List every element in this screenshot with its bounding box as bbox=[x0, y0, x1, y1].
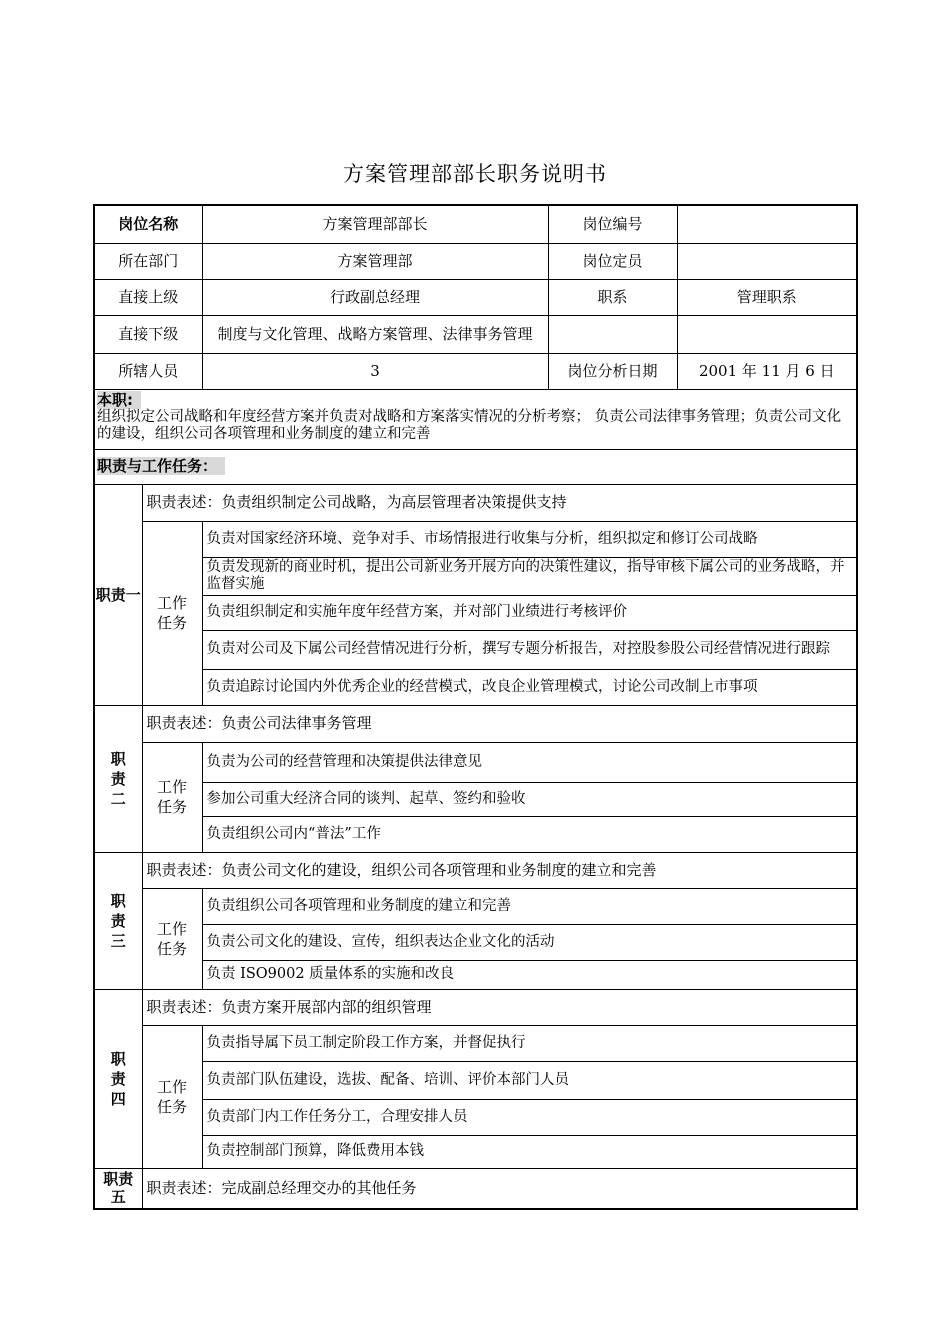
staff-value: 3 bbox=[202, 353, 548, 389]
duty-description: 职责表述：负责公司文化的建设，组织公司各项管理和业务制度的建立和完善 bbox=[142, 852, 856, 888]
subordinates-value: 制度与文化管理、战略方案管理、法律事务管理 bbox=[202, 315, 548, 353]
task-item: 负责组织制定和实施年度年经营方案，并对部门业绩进行考核评价 bbox=[202, 595, 856, 630]
duty-label: 职责一 bbox=[95, 484, 142, 705]
task-item: 负责部门队伍建设，选拔、配备、培训、评价本部门人员 bbox=[202, 1061, 856, 1099]
job-summary bbox=[95, 389, 856, 449]
duties-header-cell bbox=[95, 449, 856, 484]
analysis-date-value: 2001 年 11 月 6 日 bbox=[677, 353, 856, 389]
duty-label: 职责五 bbox=[95, 1168, 142, 1208]
staff-label: 所辖人员 bbox=[95, 353, 202, 389]
summary-label: 本职: bbox=[97, 391, 141, 409]
job-description-table bbox=[93, 204, 858, 1210]
page-title: 方案管理部部长职务说明书 bbox=[343, 162, 607, 186]
task-label: 工作任务 bbox=[142, 1025, 202, 1168]
task-label: 工作任务 bbox=[142, 888, 202, 989]
task-item: 负责组织公司各项管理和业务制度的建立和完善 bbox=[202, 888, 856, 924]
blank-value bbox=[677, 315, 856, 353]
task-item: 负责组织公司内“普法”工作 bbox=[202, 816, 856, 852]
duty-description: 职责表述：完成副总经理交办的其他任务 bbox=[142, 1168, 856, 1208]
task-item: 负责发现新的商业时机，提出公司新业务开展方向的决策性建议，指导审核下属公司的业务战略，并监督实施 bbox=[202, 557, 856, 595]
headcount-label: 岗位定员 bbox=[548, 243, 677, 279]
job-code-value bbox=[677, 206, 856, 243]
subordinates-label: 直接下级 bbox=[95, 315, 202, 353]
task-item: 负责为公司的经营管理和决策提供法律意见 bbox=[202, 742, 856, 782]
task-item: 负责公司文化的建设、宣传，组织表达企业文化的活动 bbox=[202, 924, 856, 960]
duties-header: 职责与工作任务： bbox=[97, 457, 225, 475]
supervisor-label: 直接上级 bbox=[95, 279, 202, 315]
summary-text: 组织拟定公司战略和年度经营方案并负责对战略和方案落实情况的分析考察； 负责公司法律事务管理；负责公司文化的建设，组织公司各项管理和业务制度的建立和完善 bbox=[97, 408, 842, 442]
department-value: 方案管理部 bbox=[202, 243, 548, 279]
blank-label bbox=[548, 315, 677, 353]
analysis-date-label: 岗位分析日期 bbox=[548, 353, 677, 389]
job-code-label: 岗位编号 bbox=[548, 206, 677, 243]
task-item: 负责控制部门预算，降低费用本钱 bbox=[202, 1135, 856, 1168]
task-item: 负责对公司及下属公司经营情况进行分析，撰写专题分析报告，对控股参股公司经营情况进行跟踪 bbox=[202, 630, 856, 669]
job-family-value: 管理职系 bbox=[677, 279, 856, 315]
duty-label: 职责二 bbox=[95, 705, 142, 852]
task-item: 负责部门内工作任务分工，合理安排人员 bbox=[202, 1099, 856, 1135]
duty-label: 职责四 bbox=[95, 989, 142, 1168]
job-title-label: 岗位名称 bbox=[95, 206, 202, 243]
supervisor-value: 行政副总经理 bbox=[202, 279, 548, 315]
task-item: 参加公司重大经济合同的谈判、起草、签约和验收 bbox=[202, 782, 856, 816]
task-item: 负责 ISO9002 质量体系的实施和改良 bbox=[202, 960, 856, 989]
duty-label: 职责三 bbox=[95, 852, 142, 989]
task-item: 负责指导属下员工制定阶段工作方案，并督促执行 bbox=[202, 1025, 856, 1061]
department-label: 所在部门 bbox=[95, 243, 202, 279]
task-label: 工作任务 bbox=[142, 521, 202, 705]
duty-description: 职责表述：负责方案开展部内部的组织管理 bbox=[142, 989, 856, 1025]
headcount-value bbox=[677, 243, 856, 279]
job-family-label: 职系 bbox=[548, 279, 677, 315]
task-label: 工作任务 bbox=[142, 742, 202, 852]
task-item: 负责对国家经济环境、竞争对手、市场情报进行收集与分析，组织拟定和修订公司战略 bbox=[202, 521, 856, 557]
duty-description: 职责表述：负责公司法律事务管理 bbox=[142, 705, 856, 742]
task-item: 负责追踪讨论国内外优秀企业的经营模式，改良企业管理模式，讨论公司改制上市事项 bbox=[202, 669, 856, 705]
duty-description: 职责表述：负责组织制定公司战略，为高层管理者决策提供支持 bbox=[142, 484, 856, 521]
job-title-value: 方案管理部部长 bbox=[202, 206, 548, 243]
